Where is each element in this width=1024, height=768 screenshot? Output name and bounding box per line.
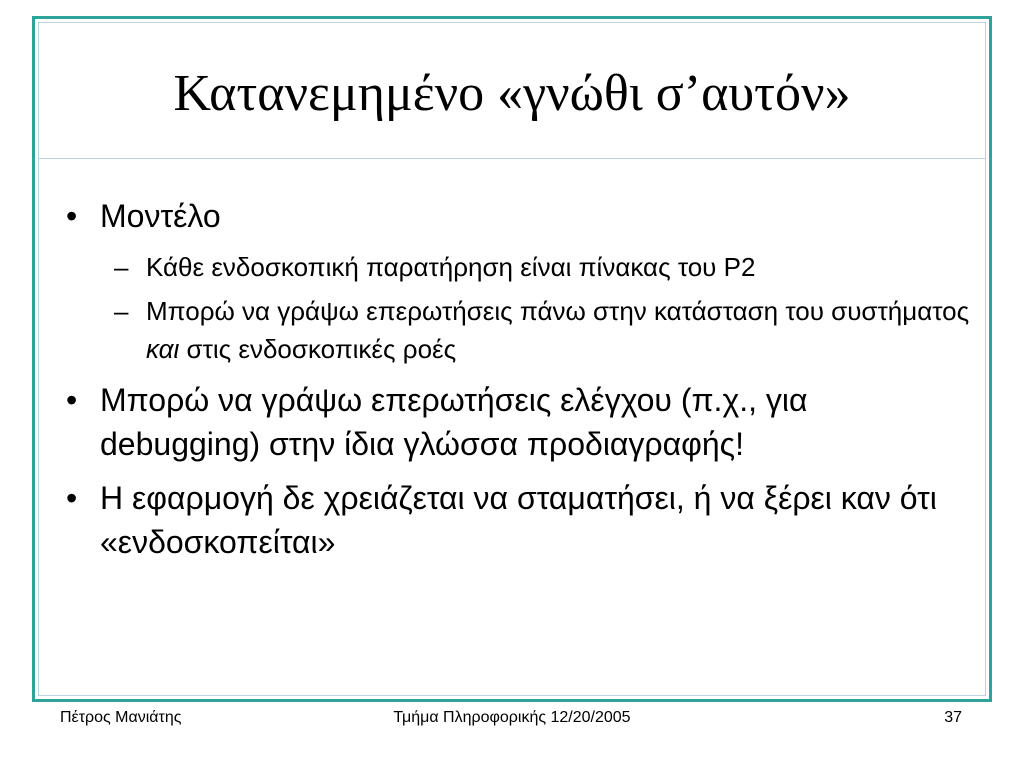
footer-page-number: 37 — [944, 709, 962, 726]
bullet-text: Μπορώ να γράψω επερωτήσεις ελέγχου (π.χ., για debugging) στην ίδια γλώσσα προδιαγραφής! — [100, 382, 808, 462]
slide-content — [60, 194, 970, 574]
bullet-text: Μοντέλο — [100, 198, 221, 234]
sub-bullet-emphasis: και — [146, 334, 180, 364]
bullet-item-debug-queries — [60, 378, 970, 466]
title-divider — [38, 158, 986, 159]
sub-bullet-list — [60, 248, 970, 368]
bullet-item-model — [60, 194, 970, 238]
bullet-text: Η εφαρμογή δε χρειάζεται να σταματήσει, ή να ξέρει καν ότι «ενδοσκοπείται» — [100, 480, 937, 560]
sub-bullet-text-start: Μπορώ να γράψω επερωτήσεις πάνω στην κατάσταση του συστήματος — [146, 296, 970, 326]
dash-icon: – — [114, 296, 129, 326]
bullet-icon: • — [66, 480, 78, 516]
footer-author: Πέτρος Μανιάτης — [60, 709, 182, 726]
bullet-icon: • — [66, 382, 78, 418]
footer-department-date: Τμήμα Πληροφορικής 12/20/2005 — [393, 709, 631, 726]
bullet-item-no-stop — [60, 476, 970, 564]
sub-bullet-item — [114, 292, 970, 368]
sub-bullet-text: Κάθε ενδοσκοπική παρατήρηση είναι πίνακας του P2 — [146, 252, 756, 282]
bullet-icon: • — [66, 198, 78, 234]
sub-bullet-item — [114, 248, 970, 286]
slide-title: Κατανεμημένο «γνώθι σ’αυτόν» — [173, 65, 851, 122]
dash-icon: – — [114, 252, 129, 282]
sub-bullet-text-end: στις ενδοσκοπικές ροές — [179, 334, 457, 364]
